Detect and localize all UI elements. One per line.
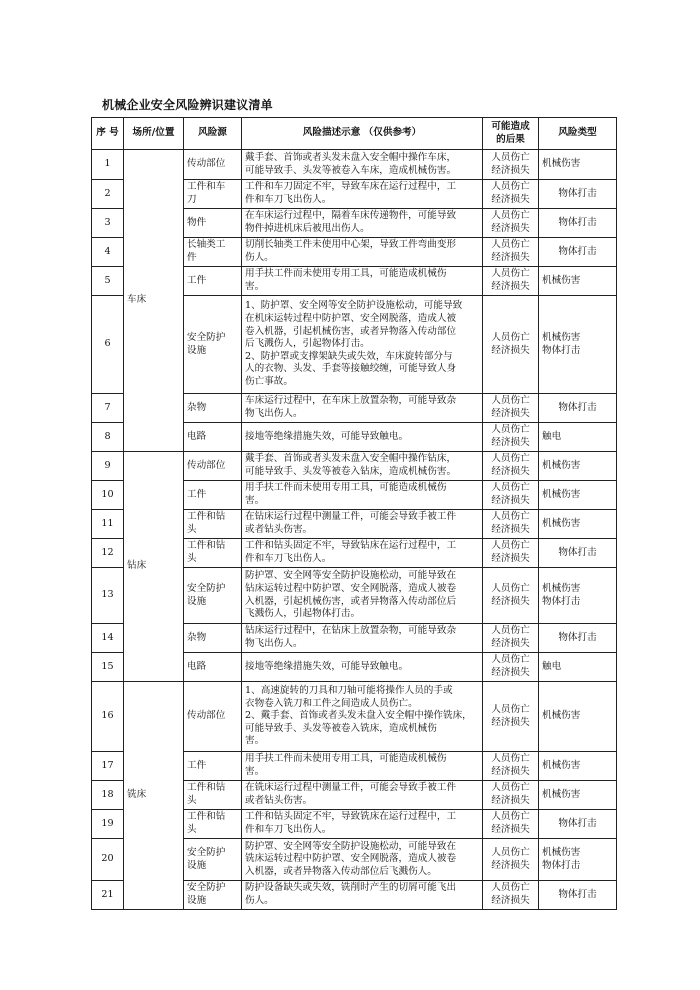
row-no: 18 xyxy=(92,781,124,810)
consequence: 人员伤亡 经济损失 xyxy=(483,839,539,881)
risk-source: 传动部位 xyxy=(184,452,242,481)
risk-description: 用手扶工件而未使用专用工具，可能造成机械伤 害。 xyxy=(242,752,483,781)
table-body xyxy=(92,150,617,910)
consequence: 人员伤亡 经济损失 xyxy=(483,682,539,752)
consequence: 人员伤亡 经济损失 xyxy=(483,781,539,810)
risk-source: 电路 xyxy=(184,653,242,682)
risk-type: 机械伤害 xyxy=(539,781,617,810)
risk-type: 物体打击 xyxy=(539,881,617,910)
risk-type: 机械伤害 物体打击 xyxy=(539,296,617,394)
risk-type: 机械伤害 xyxy=(539,150,617,180)
row-no: 15 xyxy=(92,653,124,682)
document-title: 机械企业安全风险辨识建议清单 xyxy=(102,98,273,112)
row-no: 7 xyxy=(92,394,124,423)
row-no: 13 xyxy=(92,568,124,624)
risk-source: 工件 xyxy=(184,752,242,781)
risk-source: 电路 xyxy=(184,423,242,452)
row-no: 9 xyxy=(92,452,124,481)
risk-source: 工件 xyxy=(184,481,242,510)
risk-description: 车床运行过程中，在车床上放置杂物，可能导致杂 物飞出伤人。 xyxy=(242,394,483,423)
risk-type: 机械伤害 xyxy=(539,510,617,539)
consequence: 人员伤亡 经济损失 xyxy=(483,881,539,910)
consequence: 人员伤亡 经济损失 xyxy=(483,238,539,267)
risk-description: 在钻床运行过程中测量工件，可能会导致手被工件 或者钻头伤害。 xyxy=(242,510,483,539)
table-header-row xyxy=(92,118,617,150)
risk-description: 在铣床运行过程中测量工件，可能会导致手被工件 或者钻头伤害。 xyxy=(242,781,483,810)
consequence: 人员伤亡 经济损失 xyxy=(483,653,539,682)
risk-type: 机械伤害 xyxy=(539,682,617,752)
risk-source: 长轴类工 件 xyxy=(184,238,242,267)
risk-type: 物体打击 xyxy=(539,180,617,209)
risk-type: 物体打击 xyxy=(539,810,617,839)
consequence: 人员伤亡 经济损失 xyxy=(483,296,539,394)
risk-description: 防护罩、安全网等安全防护设施松动，可能导致在 铣床运转过程中防护罩、安全网脱落，造成人被卷 入机器，或者异物落入传动部位后飞溅伤人。 xyxy=(242,839,483,881)
row-no: 19 xyxy=(92,810,124,839)
header-risk-type: 风险类型 xyxy=(539,118,617,150)
risk-description: 工件和车刀固定不牢，导致车床在运行过程中，工 件和车刀飞出伤人。 xyxy=(242,180,483,209)
risk-type: 物体打击 xyxy=(539,624,617,653)
risk-source: 杂物 xyxy=(184,624,242,653)
risk-description: 切削长轴类工件未使用中心架，导致工件弯曲变形 伤人。 xyxy=(242,238,483,267)
risk-source: 工件和钻 头 xyxy=(184,539,242,568)
risk-source: 安全防护 设施 xyxy=(184,296,242,394)
consequence: 人员伤亡 经济损失 xyxy=(483,394,539,423)
risk-type: 物体打击 xyxy=(539,238,617,267)
row-no: 16 xyxy=(92,682,124,752)
row-no: 10 xyxy=(92,481,124,510)
risk-description: 工件和钻头固定不牢，导致钻床在运行过程中，工 件和车刀飞出伤人。 xyxy=(242,539,483,568)
consequence: 人员伤亡 经济损失 xyxy=(483,481,539,510)
header-place: 场所/位置 xyxy=(124,118,184,150)
risk-description: 在车床运行过程中，隔着车床传递物件，可能导致 物件掉进机床后被甩出伤人。 xyxy=(242,209,483,238)
row-no: 3 xyxy=(92,209,124,238)
consequence: 人员伤亡 经济损失 xyxy=(483,510,539,539)
consequence: 人员伤亡 经济损失 xyxy=(483,267,539,296)
risk-type: 机械伤害 物体打击 xyxy=(539,568,617,624)
risk-description: 接地等绝缘措施失效，可能导致触电。 xyxy=(242,653,483,682)
place-cell: 铣床 xyxy=(124,682,184,910)
consequence: 人员伤亡 经济损失 xyxy=(483,209,539,238)
risk-source: 工件 xyxy=(184,267,242,296)
risk-type: 触电 xyxy=(539,653,617,682)
risk-type: 机械伤害 物体打击 xyxy=(539,839,617,881)
risk-source: 工件和钻 头 xyxy=(184,510,242,539)
risk-source: 工件和钻 头 xyxy=(184,810,242,839)
header-consequence: 可能造成 的后果 xyxy=(483,118,539,150)
row-no: 8 xyxy=(92,423,124,452)
risk-description: 钻床运行过程中，在钻床上放置杂物，可能导致杂 物飞出伤人。 xyxy=(242,624,483,653)
risk-description: 工件和钻头固定不牢，导致铣床在运行过程中，工 件和车刀飞出伤人。 xyxy=(242,810,483,839)
risk-description: 1、高速旋转的刀具和刀轴可能将操作人员的手或 衣物卷入铣刀和工件之间造成人员伤亡。 2、戴手套、首饰或者头发未盘入安全帽中操作铣床， 可能导致手、头发等被卷入铣床，造成机械伤 害。 xyxy=(242,682,483,752)
risk-description: 1、防护罩、安全网等安全防护设施松动，可能导致 在机床运转过程中防护罩、安全网脱落，造成人被 卷入机器，引起机械伤害，或者异物落入传动部位 后飞溅伤人，引起物体打击。 2、防护罩或支撑架缺失或失效，车床旋转部分与 人的衣物、头发、手套等接触绞缠，可能导致人身 伤亡事故。 xyxy=(242,296,483,394)
consequence: 人员伤亡 经济损失 xyxy=(483,568,539,624)
risk-description: 防护罩、安全网等安全防护设施松动，可能导致在 钻床运转过程中防护罩、安全网脱落，造成人被卷 入机器，引起机械伤害，或者异物落入传动部位后 飞溅伤人，引起物体打击。 xyxy=(242,568,483,624)
risk-table xyxy=(91,117,617,910)
row-no: 11 xyxy=(92,510,124,539)
consequence: 人员伤亡 经济损失 xyxy=(483,539,539,568)
consequence: 人员伤亡 经济损失 xyxy=(483,624,539,653)
risk-description: 用手扶工件而未使用专用工具，可能造成机械伤 害。 xyxy=(242,267,483,296)
risk-source: 安全防护 设施 xyxy=(184,568,242,624)
consequence: 人员伤亡 经济损失 xyxy=(483,423,539,452)
risk-type: 机械伤害 xyxy=(539,267,617,296)
table-row xyxy=(92,452,617,481)
row-no: 1 xyxy=(92,150,124,180)
risk-description: 接地等绝缘措施失效，可能导致触电。 xyxy=(242,423,483,452)
header-no: 序 号 xyxy=(92,118,124,150)
risk-description: 防护设备缺失或失效，铣削时产生的切屑可能飞出 伤人。 xyxy=(242,881,483,910)
row-no: 20 xyxy=(92,839,124,881)
row-no: 4 xyxy=(92,238,124,267)
place-cell: 钻床 xyxy=(124,452,184,682)
risk-description: 戴手套、首饰或者头发未盘入安全帽中操作车床， 可能导致手、头发等被卷入车床，造成机械伤害。 xyxy=(242,150,483,180)
risk-source: 工件和钻 头 xyxy=(184,781,242,810)
risk-source: 杂物 xyxy=(184,394,242,423)
place-cell: 车床 xyxy=(124,150,184,452)
table-row xyxy=(92,150,617,180)
risk-description: 用手扶工件而未使用专用工具，可能造成机械伤 害。 xyxy=(242,481,483,510)
row-no: 17 xyxy=(92,752,124,781)
risk-description: 戴手套、首饰或者头发未盘入安全帽中操作钻床， 可能导致手、头发等被卷入钻床，造成机械伤害。 xyxy=(242,452,483,481)
row-no: 2 xyxy=(92,180,124,209)
row-no: 14 xyxy=(92,624,124,653)
risk-type: 物体打击 xyxy=(539,209,617,238)
consequence: 人员伤亡 经济损失 xyxy=(483,180,539,209)
risk-source: 物件 xyxy=(184,209,242,238)
risk-source: 安全防护 设施 xyxy=(184,881,242,910)
risk-source: 安全防护 设施 xyxy=(184,839,242,881)
row-no: 12 xyxy=(92,539,124,568)
row-no: 21 xyxy=(92,881,124,910)
risk-source: 工件和车 刀 xyxy=(184,180,242,209)
risk-source: 传动部位 xyxy=(184,150,242,180)
row-no: 6 xyxy=(92,296,124,394)
risk-type: 触电 xyxy=(539,423,617,452)
consequence: 人员伤亡 经济损失 xyxy=(483,150,539,180)
row-no: 5 xyxy=(92,267,124,296)
consequence: 人员伤亡 经济损失 xyxy=(483,752,539,781)
consequence: 人员伤亡 经济损失 xyxy=(483,452,539,481)
table-row xyxy=(92,682,617,752)
header-description: 风险描述示意 （仅供参考） xyxy=(242,118,483,150)
risk-source: 传动部位 xyxy=(184,682,242,752)
risk-type: 物体打击 xyxy=(539,394,617,423)
consequence: 人员伤亡 经济损失 xyxy=(483,810,539,839)
risk-type: 机械伤害 xyxy=(539,752,617,781)
risk-type: 机械伤害 xyxy=(539,452,617,481)
risk-type: 机械伤害 xyxy=(539,481,617,510)
risk-type: 物体打击 xyxy=(539,539,617,568)
header-source: 风险源 xyxy=(184,118,242,150)
